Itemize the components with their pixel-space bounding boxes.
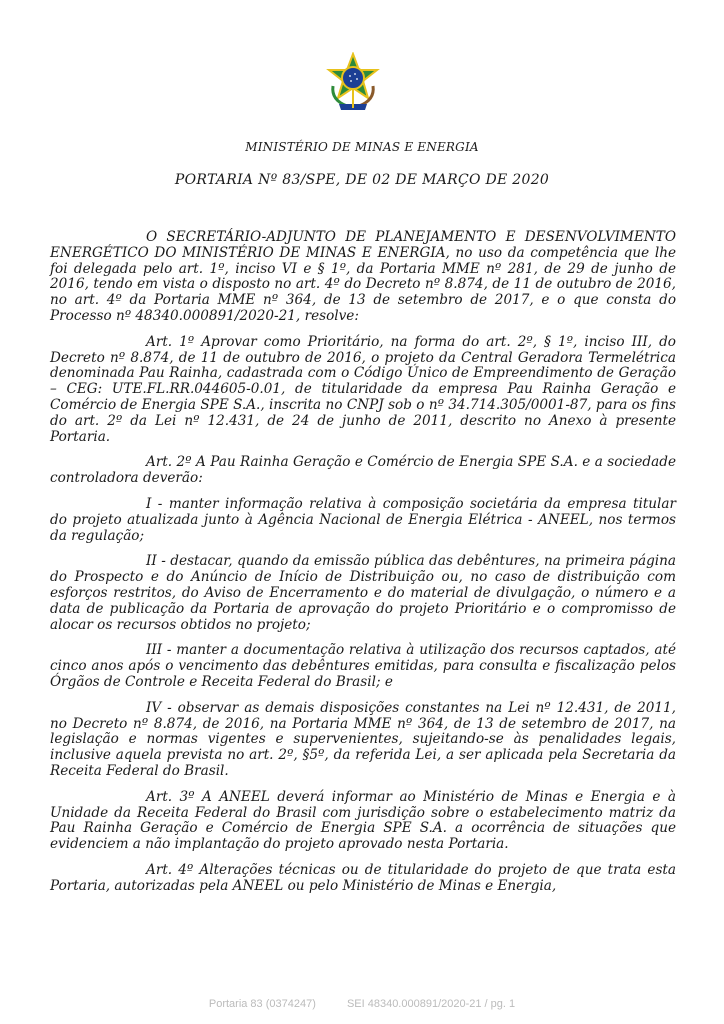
footer-document-id: Portaria 83 (0374247): [208, 998, 316, 1010]
article-2-paragraph: Art. 2º A Pau Rainha Geração e Comércio de Energia SPE S.A. e a sociedade controladora deverão:: [50, 454, 676, 487]
item-iv-paragraph: IV - observar as demais disposições constantes na Lei nº 12.431, de 2011, no Decreto nº 8.874, de 2016, na Portaria MME nº 364, de 13 de setembro de 2017, na legislação e normas vigentes e supervenientes, sujeitando-se às penalidades legais, inclusive aquela prevista no art. 2º, §5º, da referida Lei, a ser aplicada pela Secretaria da Receita Federal do Brasil.: [50, 699, 676, 779]
article-4-paragraph: Art. 4º Alterações técnicas ou de titularidade do projeto de que trata esta Portaria, autorizadas pela ANEEL ou pelo Ministério de Minas e Energia,: [50, 861, 676, 894]
item-iii-paragraph: III - manter a documentação relativa à utilização dos recursos captados, até cinco anos após o vencimento das debêntures emitidas, para consulta e fiscalização pelos Órgãos de Controle e Receita Federal do Brasil; e: [50, 642, 676, 690]
item-i-paragraph: I - manter informação relativa à composição societária da empresa titular do projeto atualizada junto à Agência Nacional de Energia Elétrica - ANEEL, nos termos da regulação;: [50, 495, 676, 544]
preamble-paragraph: O SECRETÁRIO-ADJUNTO DE PLANEJAMENTO E DESENVOLVIMENTO ENERGÉTICO DO MINISTÉRIO DE MINAS E ENERGIA, no uso da competência que lhe foi delegada pelo art. 1º, inciso VI e § 1º, da Portaria MME nº 281, de 29 de junho de 2016, tendo em vista o disposto no art. 4º do Decreto nº 8.874, de 11 de outubro de 2016, no art. 4º da Portaria MME nº 364, de 13 de setembro de 2017, e o que consta do Processo nº 48340.000891/2020-21, resolve:: [50, 229, 676, 324]
document-body: [50, 230, 676, 904]
footer-process-page: SEI 48340.000891/2020-21 / pg. 1: [346, 998, 516, 1010]
page-footer: [0, 998, 724, 1010]
item-ii-paragraph: II - destacar, quando da emissão pública das debêntures, na primeira página do Prospecto e do Anúncio de Início de Distribuição ou, no caso de distribuição com esforços restritos, do Aviso de Encerramento e do material de divulgação, o número e a data de publicação da Portaria de aprovação do projeto Prioritário e o compromisso de alocar os recursos obtidos no projeto;: [50, 553, 676, 633]
article-3-paragraph: Art. 3º A ANEEL deverá informar ao Ministério de Minas e Energia e à Unidade da Receita Federal do Brasil com jurisdição sobre o estabelecimento matriz da Pau Rainha Geração e Comércio de Energia SPE S.A. a ocorrência de situações que evidenciem a não implantação do projeto aprovado nesta Portaria.: [50, 788, 676, 853]
brazil-coat-of-arms-icon: [325, 52, 381, 112]
article-1-paragraph: Art. 1º Aprovar como Prioritário, na forma do art. 2º, § 1º, inciso III, do Decreto nº 8.874, de 11 de outubro de 2016, o projeto da Central Geradora Termelétrica denominada Pau Rainha, cadastrada com o Código Único de Empreendimento de Geração – CEG: UTE.FL.RR.044605-0.01, de titularidade da empresa Pau Rainha Geração e Comércio de Energia SPE S.A., inscrita no CNPJ sob o nº 34.714.305/0001-87, para os fins do art. 2º da Lei nº 12.431, de 24 de junho de 2011, descrito no Anexo à presente Portaria.: [50, 333, 676, 445]
document-title: PORTARIA Nº 83/SPE, DE 02 DE MARÇO DE 2020: [174, 172, 550, 188]
ministry-name: MINISTÉRIO DE MINAS E ENERGIA: [245, 140, 479, 154]
